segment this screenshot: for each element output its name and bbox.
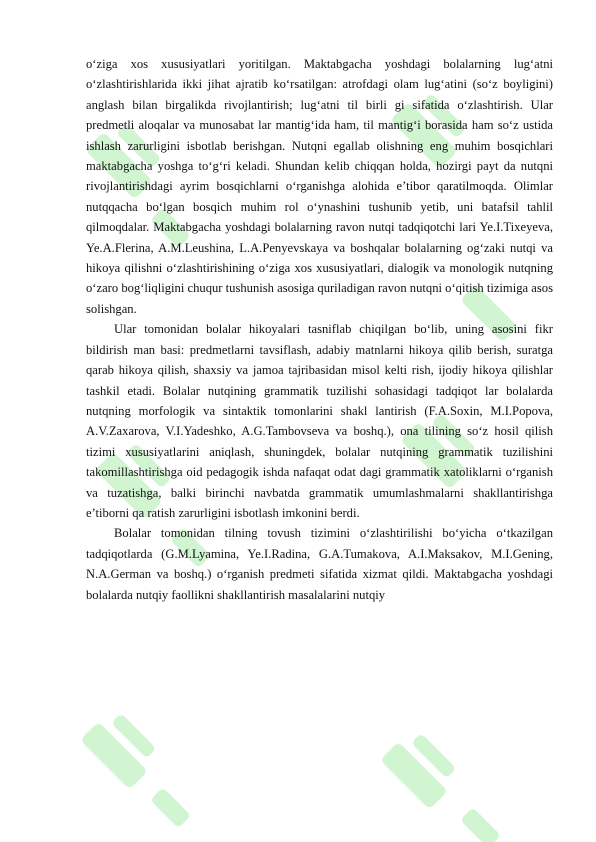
paragraph-3: Bolalar tomonidan tilning tovush tizimini o‘zlashtirilishi bo‘yicha o‘tkazilgan tadqiqotlarda (G.M.Lyamina, Ye.I.Radina, G.A.Tumakova, A.I.Maksakov, M.I.Gening, N.A.German va boshq.) o‘rganish predmeti sifatida xizmat qildi. Maktabgacha yoshdagi bolalarda nutqiy faollikni shakllantirish masalalarini nutqiy <box>86 526 553 602</box>
paragraph-1: o‘ziga xos xususiyatlari yoritilgan. Maktabgacha yoshdagi bolalarning lug‘atni o‘zlashtirishlarida ikki jihat ajratib ko‘rsatilgan: atrofdagi olam lug‘atini (so‘z boyligini) anglash bilan birgalikda rivojlantirish; lug‘atni til birli gi sifatida o‘zlashtirish. Ular predmetli aloqalar va munosabat lar mantig‘ida ham, til mantig‘i borasida ham so‘z ustida ishlash zarurligini isbotlab berishgan. Nutqni egallab olishning eng muhim bosqichlari maktabgacha yoshga to‘g‘ri keladi. Shundan kelib chiqqan holda, hozirgi payt da nutqni rivojlantirishdagi ayrim bosqichlarni o‘rganishga alohida e’tibor qaratilmoqda. Olimlar nutqqacha bo‘lgan bosqich muhim rol o‘ynashini tushunib yetib, uni batafsil tahlil qilmoqdalar. Maktabgacha yoshdagi bolalarning ravon nutqi tadqiqotchi lari Ye.I.Tixeyeva, Ye.A.Flerina, A.M.Leushina, L.A.Penyevskaya va boshqalar bolalarning og‘zaki nutqi va hikoya qilishni o‘zlashtirishining o‘ziga xos xususiyatlari, dialogik va monologik nutqning o‘zaro bog‘liqligini chuqur tushunish asosiga quriladigan ravon nutqni o‘qitish tizimiga asos solishgan. <box>86 57 553 316</box>
document-body <box>86 54 553 605</box>
paragraph-2: Ular tomonidan bolalar hikoyalari tasniflab chiqilgan bo‘lib, uning asosini fikr bildirish man basi: predmetlarni tavsiflash, adabiy matnlarni hikoya qilib berish, suratga qarab hikoya qilish, shaxsiy va jamoa tajribasidan misol kelti rish, ijodiy hikoya qilishlar tashkil etadi. Bolalar nutqining grammatik tuzilishi sohasidagi tadqiqot lar bolalarda nutqning morfologik va sintaktik tomonlarini shakl lantirish (F.A.Soxin, M.I.Popova, A.V.Zaxarova, V.I.Yadeshko, A.G.Tambovseva va boshq.), ona tilining so‘z hosil qilish tizimi xususiyatlarini aniqlash, shuningdek, bolalar nutqining grammatik tuzilishini takomillashtirishga oid pedagogik ishda nafaqat odat dagi grammatik xatoliklarni o‘rganish va tuzatishga, balki birinchi navbatda grammatik umumlashmalarni shakllantirishga e’tiborni qa ratish zarurligini isbotlash imkonini berdi. <box>86 322 553 520</box>
